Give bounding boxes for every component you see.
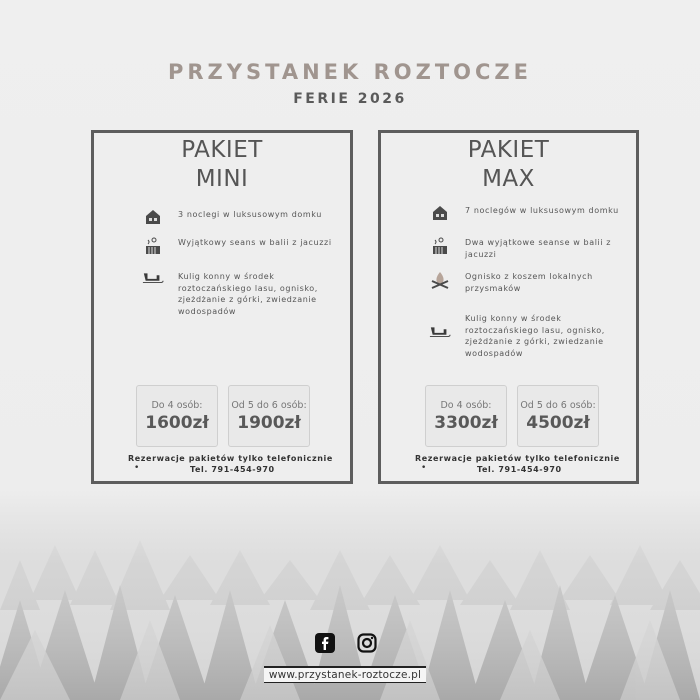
phone-number[interactable]: Tel. 791-454-970	[190, 465, 275, 474]
social-links	[314, 632, 378, 654]
feature-item: Ognisko z koszem lokalnych przysmaków	[429, 271, 625, 294]
price-options	[425, 385, 599, 447]
house-icon	[142, 209, 164, 227]
reservation-note: Rezerwacje pakietów tylko telefonicznie	[415, 454, 620, 463]
page-subtitle: FERIE 2026	[293, 91, 407, 107]
house-icon	[429, 205, 451, 223]
sleigh-icon	[429, 325, 451, 343]
phone-number[interactable]: Tel. 791-454-970	[477, 465, 562, 474]
feature-item: 3 noclegi w luksusowym domku	[142, 209, 338, 227]
package-title: PAKIET MAX	[467, 137, 550, 192]
feature-item: Wyjątkowy seans w balii z jacuzzi	[142, 237, 338, 255]
feature-item: Kulig konny w środek roztoczańskiego lasu, ognisko, zjeżdżanie z górki, zwiedzanie wodospadów	[142, 271, 338, 317]
price-box: Do 4 osób: 3300zł	[425, 385, 507, 447]
hot-tub-icon	[142, 237, 164, 255]
website-link[interactable]: www.przystanek-roztocze.pl	[264, 666, 426, 683]
price-box: Od 5 do 6 osób: 4500zł	[517, 385, 599, 447]
page-title: PRZYSTANEK ROZTOCZE	[168, 60, 532, 84]
package-title: PAKIET MINI	[181, 137, 263, 192]
hot-tub-icon	[429, 237, 451, 255]
feature-item: Dwa wyjątkowe seanse w balii z jacuzzi	[429, 237, 625, 260]
instagram-icon[interactable]	[356, 632, 378, 654]
price-box: Do 4 osób: 1600zł	[136, 385, 218, 447]
price-box: Od 5 do 6 osób: 1900zł	[228, 385, 310, 447]
facebook-icon[interactable]	[314, 632, 336, 654]
bullet: •	[421, 463, 427, 473]
campfire-icon	[429, 271, 451, 289]
package-card-max	[378, 130, 639, 484]
bullet: •	[134, 463, 140, 473]
package-card-mini	[91, 130, 353, 484]
sleigh-icon	[142, 271, 164, 289]
reservation-note: Rezerwacje pakietów tylko telefonicznie	[128, 454, 333, 463]
feature-item: 7 noclegów w luksusowym domku	[429, 205, 625, 223]
price-options	[136, 385, 310, 447]
feature-item: Kulig konny w środek roztoczańskiego lasu, ognisko, zjeżdżanie z górki, zwiedzanie wodospadów	[429, 313, 625, 359]
